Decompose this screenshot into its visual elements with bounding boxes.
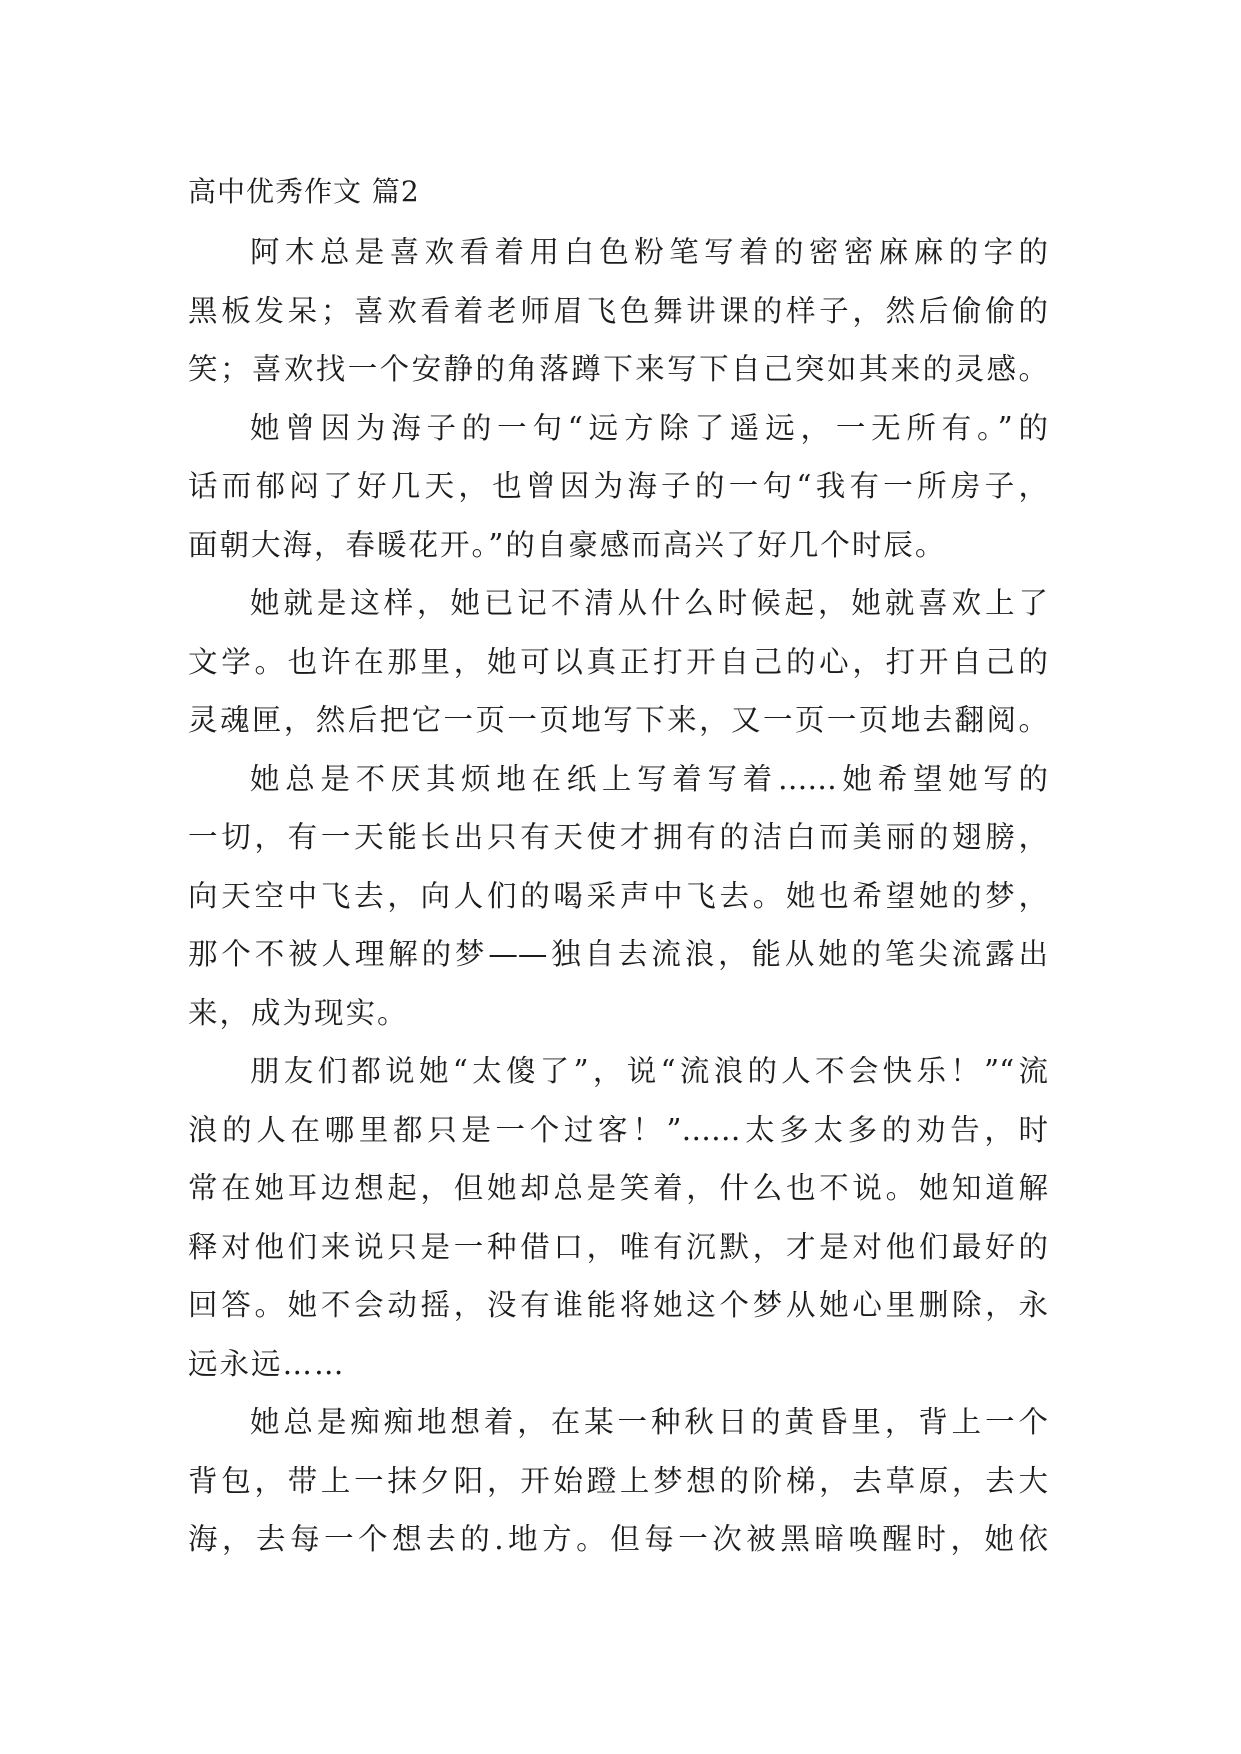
paragraph-line: 常在她耳边想起，但她却总是笑着，什么也不说。她知道解 [188, 1171, 1048, 1205]
paragraph-line: 面朝大海，春暖花开。”的自豪感而高兴了好几个时辰。 [188, 527, 947, 562]
paragraph-line: 浪的人在哪里都只是一个过客！”……太多太多的劝告，时 [188, 1112, 1048, 1147]
paragraph-1 [188, 223, 1048, 399]
paragraph-6 [188, 1393, 1048, 1569]
paragraph-2 [188, 399, 1048, 575]
essay-content [188, 163, 1048, 1569]
paragraph-4 [188, 750, 1048, 1043]
paragraph-line: 笑；喜欢找一个安静的角落蹲下来写下自己突如其来的灵感。 [188, 352, 1048, 386]
paragraph-line: 灵魂匣，然后把它一页一页地写下来，又一页一页地去翻阅。 [188, 703, 1048, 737]
paragraph-line: 朋友们都说她“太傻了”，说“流浪的人不会快乐！”“流 [250, 1054, 1048, 1088]
paragraph-line: 背包，带上一抹夕阳，开始蹬上梦想的阶梯，去草原，去大 [188, 1463, 1048, 1498]
paragraph-line: 阿木总是喜欢看着用白色粉笔写着的密密麻麻的字的 [250, 235, 1048, 269]
paragraph-line: 她总是痴痴地想着，在某一种秋日的黄昏里，背上一个 [250, 1405, 1048, 1439]
paragraph-line: 海，去每一个想去的.地方。但每一次被黑暗唤醒时，她依 [188, 1522, 1048, 1556]
paragraph-line: 一切，有一天能长出只有天使才拥有的洁白而美丽的翅膀， [188, 820, 1048, 854]
essay-title: 高中优秀作文 篇2 [188, 175, 420, 208]
paragraph-line: 回答。她不会动摇，没有谁能将她这个梦从她心里删除，永 [188, 1288, 1048, 1322]
paragraph-3 [188, 574, 1048, 750]
paragraph-line: 释对他们来说只是一种借口，唯有沉默，才是对他们最好的 [188, 1229, 1048, 1264]
paragraph-5 [188, 1042, 1048, 1393]
paragraph-line: 来，成为现实。 [188, 995, 409, 1030]
paragraph-line: 向天空中飞去，向人们的喝采声中飞去。她也希望她的梦， [188, 878, 1048, 913]
paragraph-line: 远永远…… [188, 1346, 346, 1381]
paragraph-line: 那个不被人理解的梦——独自去流浪，能从她的笔尖流露出 [188, 937, 1048, 971]
paragraph-line: 黑板发呆；喜欢看着老师眉飞色舞讲课的样子，然后偷偷的 [188, 293, 1048, 328]
paragraph-line: 文学。也许在那里，她可以真正打开自己的心，打开自己的 [188, 644, 1048, 679]
paragraph-line: 她曾因为海子的一句“远方除了遥远，一无所有。”的 [250, 410, 1048, 445]
paragraph-line: 她总是不厌其烦地在纸上写着写着……她希望她写的 [250, 761, 1048, 796]
paragraph-line: 话而郁闷了好几天，也曾因为海子的一句“我有一所房子， [188, 469, 1048, 503]
paragraph-line: 她就是这样，她已记不清从什么时候起，她就喜欢上了 [250, 586, 1048, 620]
